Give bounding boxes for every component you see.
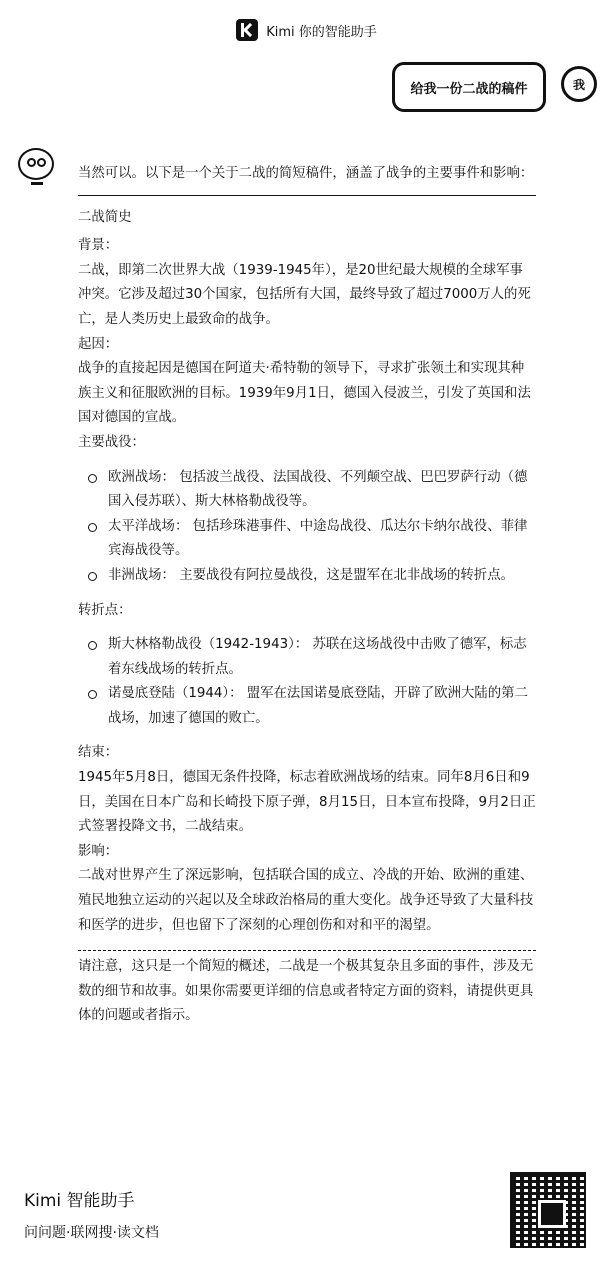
header-title: Kimi 你的智能助手 [266, 24, 377, 40]
battles-list [78, 466, 536, 589]
app-header [0, 16, 613, 44]
section-text-end: 1945年5月8日，德国无条件投降，标志着欧洲战场的结束。同年8月6日和9日，美国在日本广岛和长崎投下原子弹，8月15日，日本宣布投降，9月2日正式签署投降文书，二战结束。 [78, 770, 536, 835]
turning-list [78, 633, 536, 731]
qr-code-icon [510, 1172, 586, 1248]
divider [78, 950, 536, 951]
bot-mouth-icon [31, 182, 43, 185]
section-heading-battles: 主要战役： [78, 434, 145, 450]
section-heading-turning: 转折点： [78, 602, 132, 618]
section-text-cause: 战争的直接起因是德国在阿道夫·希特勒的领导下，寻求扩张领土和实现其种族主义和征服欧洲的目标。1939年9月1日，德国入侵波兰，引发了英国和法国对德国的宣战。 [78, 361, 531, 426]
section-heading-end: 结束： [78, 745, 119, 761]
section-heading-background: 背景： [78, 238, 119, 254]
kimi-logo-icon [236, 19, 258, 41]
bot-eye-right-icon [37, 158, 46, 167]
user-avatar: 我 [561, 66, 597, 102]
divider [78, 195, 536, 196]
list-item: 欧洲战场： 包括波兰战役、法国战役、不列颠空战、巴巴罗萨行动（德国入侵苏联）、斯大林格勒战役等。 [108, 466, 536, 515]
list-item: 太平洋战场： 包括珍珠港事件、中途岛战役、瓜达尔卡纳尔战役、菲律宾海战役等。 [108, 515, 536, 564]
section-heading-cause: 起因： [78, 336, 119, 352]
bot-avatar-icon [18, 148, 54, 180]
bot-eye-left-icon [27, 158, 36, 167]
list-item: 斯大林格勒战役（1942-1943）： 苏联在这场战役中击败了德军，标志着东线战场的转折点。 [108, 633, 536, 682]
list-item: 非洲战场： 主要战役有阿拉曼战役，这是盟军在北非战场的转折点。 [108, 564, 536, 589]
section-text-background: 二战，即第二次世界大战（1939-1945年），是20世纪最大规模的全球军事冲突。它涉及超过30个国家，包括所有大国，最终导致了超过7000万人的死亡，是人类历史上最致命的战争。 [78, 262, 531, 327]
section-text-impact: 二战对世界产生了深远影响，包括联合国的成立、冷战的开始、欧洲的重建、殖民地独立运动的兴起以及全球政治格局的重大变化。战争还导致了大量科技和医学的进步，但也留下了深刻的心理创伤和对和平的渴望。 [78, 868, 534, 933]
answer-title: 二战简史 [78, 209, 132, 225]
answer-intro: 当然可以。以下是一个关于二战的简短稿件，涵盖了战争的主要事件和影响： [78, 166, 534, 181]
section-heading-impact: 影响： [78, 843, 119, 859]
assistant-answer [78, 162, 536, 1029]
user-message-bubble: 给我一份二战的稿件 [392, 62, 546, 112]
list-item: 诺曼底登陆（1944）： 盟军在法国诺曼底登陆，开辟了欧洲大陆的第二战场，加速了德国的败亡。 [108, 682, 536, 731]
footer-brand: Kimi 智能助手 [24, 1191, 135, 1211]
answer-note: 请注意，这只是一个简短的概述，二战是一个极其复杂且多面的事件，涉及无数的细节和故事。如果你需要更详细的信息或者特定方面的资料，请提供更具体的问题或者指示。 [78, 959, 534, 1024]
footer-tagline: 问问题·联网搜·读文档 [24, 1225, 159, 1241]
